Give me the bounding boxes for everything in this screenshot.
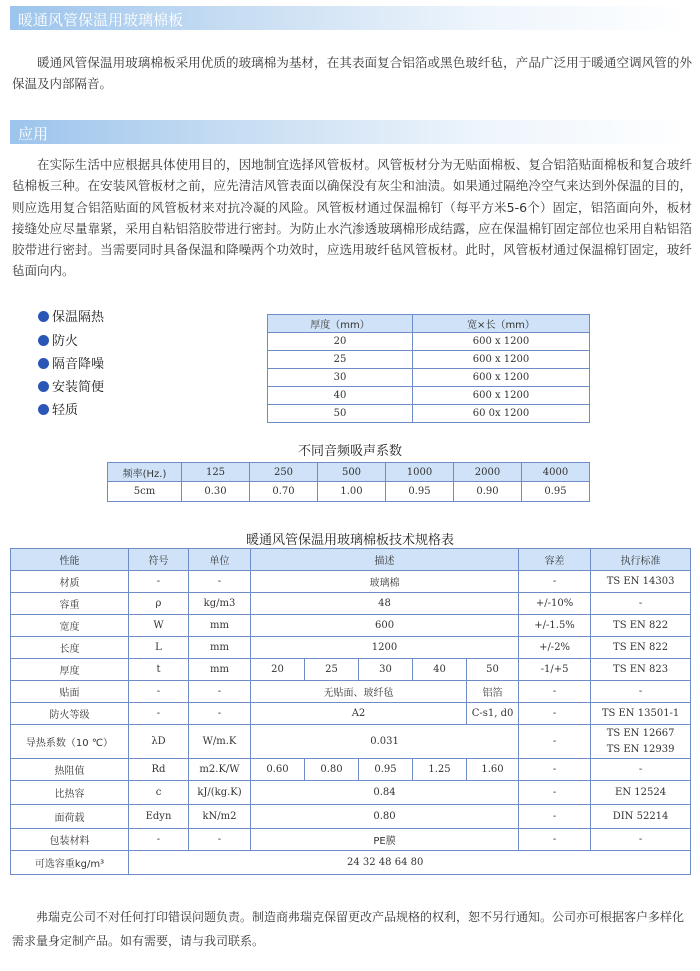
table-row: 50 60 0x 1200 [268, 405, 590, 423]
table-header-row [268, 315, 590, 333]
header-cell: 容差 [519, 549, 591, 571]
table-row: 面荷载 Edyn kN/m2 0.80 - DIN 52214 [11, 805, 691, 829]
header-cell: 性能 [11, 549, 129, 571]
table-row: 贴面 - - 无贴面、玻纤毡 铝箔 - - [11, 681, 691, 703]
table-row: 25 600 x 1200 [268, 351, 590, 369]
header-cell: 宽×长（mm） [413, 315, 590, 333]
bullet-icon [38, 311, 49, 322]
table-row: 可选容重kg/m³ 24 32 48 64 80 [11, 851, 691, 875]
table-row: 防火等级 - - A2 C-s1, d0 - TS EN 13501-1 [11, 703, 691, 725]
bullet-icon [38, 404, 49, 415]
table-row: 包装材料 - - PE膜 - - [11, 829, 691, 851]
section-title-application: 应用 [18, 125, 49, 143]
table-header-row: 频率(Hz.) 125 250 500 1000 2000 4000 [108, 463, 590, 482]
section-banner-intro [10, 6, 690, 30]
feature-item: 隔音降噪 [38, 353, 104, 372]
intro-paragraph: 暖通风管保温用玻璃棉板采用优质的玻璃棉为基材，在其表面复合铝箔或黑色玻纤毡，产品广泛用于暖通空调风管的外保温及内部隔音。 [12, 55, 692, 92]
header-cell: 符号 [129, 549, 189, 571]
spec-table [10, 548, 691, 875]
absorption-table [107, 462, 590, 502]
table-row: 材质 - - 玻璃棉 - TS EN 14303 [11, 571, 691, 593]
table-row: 容重 ρ kg/m3 48 +/-10% - [11, 593, 691, 615]
feature-item: 保温隔热 [38, 306, 104, 325]
table-row: 长度 L mm 1200 +/-2% TS EN 822 [11, 637, 691, 659]
disclaimer-text: 弗瑞克公司不对任何打印错误问题负责。制造商弗瑞克保留更改产品规格的权利，恕不另行通知。公司亦可根据客户多样化需求量身定制产品。如有需要，请与我司联系。 [12, 910, 685, 948]
absorption-title: 不同音频吸声系数 [297, 444, 402, 459]
table-row: 导热系数（10 ℃） λD W/m.K 0.031 - TS EN 12667 TS EN 12939 [11, 725, 691, 759]
bullet-icon [38, 358, 49, 369]
table-row: 厚度 t mm 20 25 30 40 50 -1/+5 TS EN 823 [11, 659, 691, 681]
bullet-icon [38, 381, 49, 392]
table-row: 比热容 c kJ/(kg.K) 0.84 - EN 12524 [11, 781, 691, 805]
bullet-icon [38, 335, 49, 346]
table-header-row [11, 549, 691, 571]
section-banner-application [10, 120, 690, 144]
header-cell: 频率(Hz.) [108, 463, 182, 482]
table-row: 宽度 W mm 600 +/-1.5% TS EN 822 [11, 615, 691, 637]
section-title-intro: 暖通风管保温用玻璃棉板 [18, 11, 184, 29]
table-row: 5cm 0.30 0.70 1.00 0.95 0.90 0.95 [108, 482, 590, 502]
header-cell: 厚度（mm） [268, 315, 413, 333]
table-row: 20 600 x 1200 [268, 333, 590, 351]
table-row: 热阻值 Rd m2.K/W 0.60 0.80 0.95 1.25 1.60 - - [11, 759, 691, 781]
feature-item: 安装简便 [38, 376, 104, 395]
feature-item: 防火 [38, 330, 78, 349]
application-paragraph: 在实际生活中应根据具体使用目的，因地制宜选择风管板材。风管板材分为无贴面棉板、复合铝箔贴面棉板和复合玻纤毡棉板三种。在安装风管板材之前，应先清洁风管表面以确保没有灰尘和油渍。如果通过隔绝冷空气来达到外保温的目的，则应选用复合铝箔贴面的风管板材来对抗冷凝的风险。风管板材通过保温棉钉（每平方米5-6个）固定，铝箔面向外，板材接缝处应尽量靠紧，采用自粘铝箔胶带进行密封。为防止水汽渗透玻璃棉形成结露，应在保温棉钉固定部位也采用自粘铝箔胶带进行密封。当需要同时具备保温和降噪两个功效时，应选用玻纤毡风管板材。此时，风管板材通过保温棉钉固定，玻纤毡面向内。 [12, 157, 692, 279]
spec-table-title: 暖通风管保温用玻璃棉板技术规格表 [245, 533, 454, 548]
header-cell: 执行标准 [591, 549, 691, 571]
table-row: 40 600 x 1200 [268, 387, 590, 405]
feature-item: 轻质 [38, 399, 78, 418]
header-cell: 单位 [189, 549, 251, 571]
size-table [267, 314, 590, 423]
header-cell: 描述 [251, 549, 519, 571]
table-row: 30 600 x 1200 [268, 369, 590, 387]
